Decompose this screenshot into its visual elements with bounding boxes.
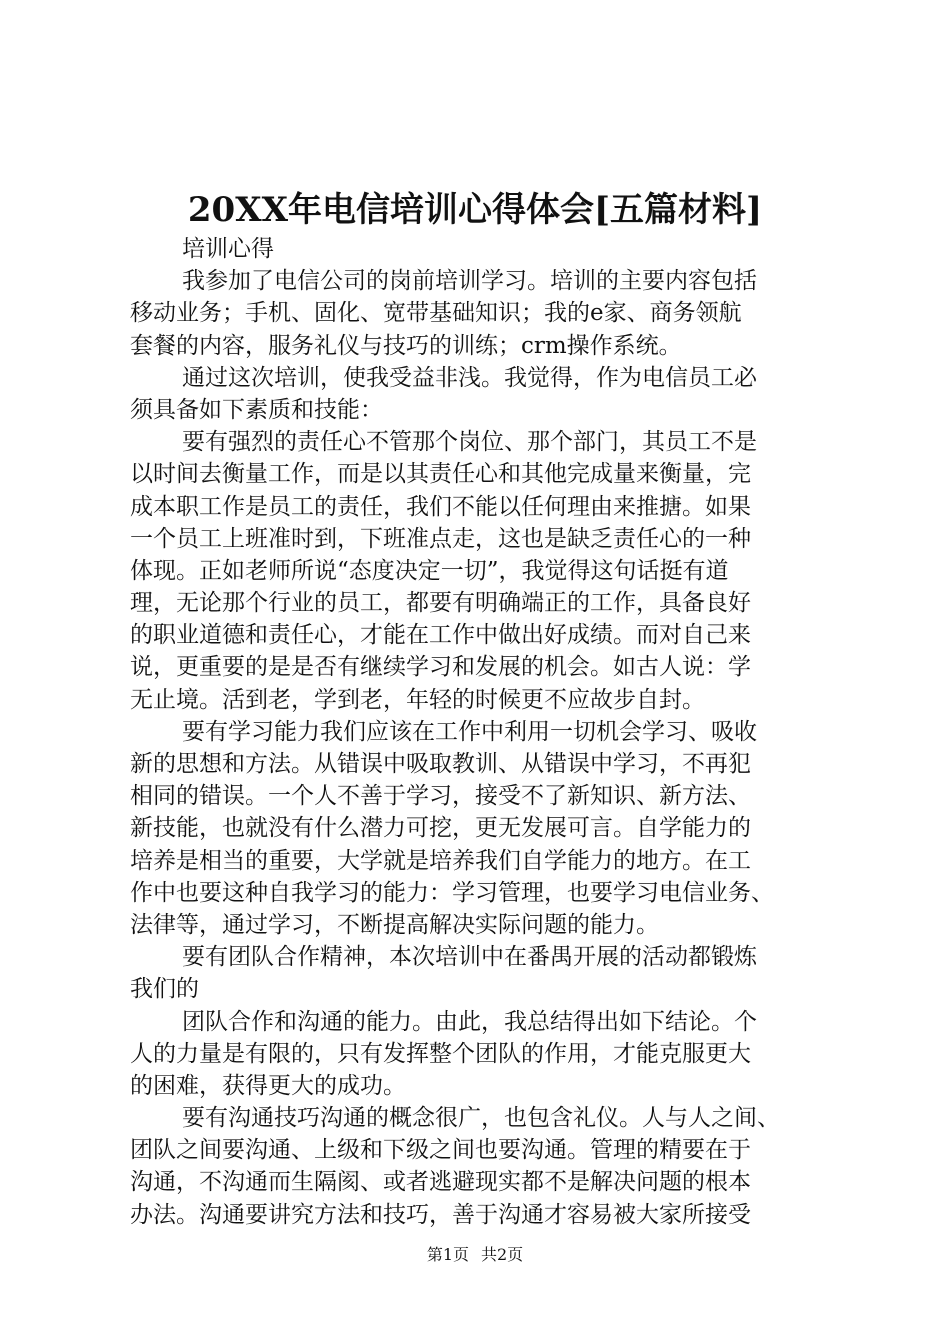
text-line: 的职业道德和责任心，才能在工作中做出好成绩。而对自己来 [130,622,751,649]
text-line: 一个员工上班准时到，下班准点走，这也是缺乏责任心的一种 [130,525,751,552]
text-line: 套餐的内容，服务礼仪与技巧的训练；crm操作系统。 [130,332,682,359]
text-line: 移动业务；手机、固化、宽带基础知识；我的e家、商务领航 [130,300,742,327]
text-line: 我参加了电信公司的岗前培训学习。培训的主要内容包括 [182,268,757,295]
text-line: 的困难，获得更大的成功。 [130,1072,406,1099]
text-line: 体现。正如老师所说“态度决定一切”，我觉得这句话挺有道 [130,557,729,584]
document-body [130,233,830,1231]
text-line: 团队之间要沟通、上级和下级之间也要沟通。管理的精要在于 [130,1137,751,1164]
text-line: 说，更重要的是是否有继续学习和发展的机会。如古人说：学 [130,654,751,681]
text-line: 成本职工作是员工的责任，我们不能以任何理由来推搪。如果 [130,493,751,520]
text-line: 要有沟通技巧沟通的概念很广，也包含礼仪。人与人之间、 [182,1105,780,1132]
text-line: 无止境。活到老，学到老，年轻的时候更不应故步自封。 [130,686,705,713]
text-line: 培训心得 [182,236,274,262]
text-line: 沟通，不沟通而生隔阂、或者逃避现实都不是解决问题的根本 [130,1169,751,1196]
text-line: 通过这次培训，使我受益非浅。我觉得，作为电信员工必 [182,364,757,391]
text-line: 人的力量是有限的，只有发挥整个团队的作用，才能克服更大 [130,1040,751,1067]
text-line: 新技能，也就没有什么潜力可挖，更无发展可言。自学能力的 [130,815,751,842]
text-line: 作中也要这种自我学习的能力：学习管理，也要学习电信业务、 [130,879,774,906]
text-line: 法律等，通过学习，不断提高解决实际问题的能力。 [130,911,659,938]
text-line: 团队合作和沟通的能力。由此，我总结得出如下结论。个 [182,1008,757,1035]
text-line: 要有团队合作精神，本次培训中在番禺开展的活动都锻炼 [182,944,757,971]
text-line: 以时间去衡量工作，而是以其责任心和其他完成量来衡量，完 [130,461,751,488]
document-title: 20XX年电信培训心得体会[五篇材料] [187,190,763,230]
text-line: 须具备如下素质和技能： [130,396,383,423]
text-line: 新的思想和方法。从错误中吸取教训、从错误中学习，不再犯 [130,751,751,777]
text-line: 相同的错误。一个人不善于学习，接受不了新知识、新方法、 [130,783,751,810]
text-line: 办法。沟通要讲究方法和技巧，善于沟通才容易被大家所接受 [130,1201,751,1228]
page-number: 第1页 [426,1245,469,1264]
text-line: 要有强烈的责任心不管那个岗位、那个部门，其员工不是 [182,429,757,456]
text-line: 理，无论那个行业的员工，都要有明确端正的工作，具备良好 [130,590,751,617]
text-line: 要有学习能力我们应该在工作中利用一切机会学习、吸收 [182,718,757,745]
page-footer [0,1244,950,1266]
text-line: 我们的 [130,976,199,1003]
page-total: 共2页 [481,1245,524,1264]
text-line: 培养是相当的重要，大学就是培养我们自学能力的地方。在工 [130,847,751,874]
